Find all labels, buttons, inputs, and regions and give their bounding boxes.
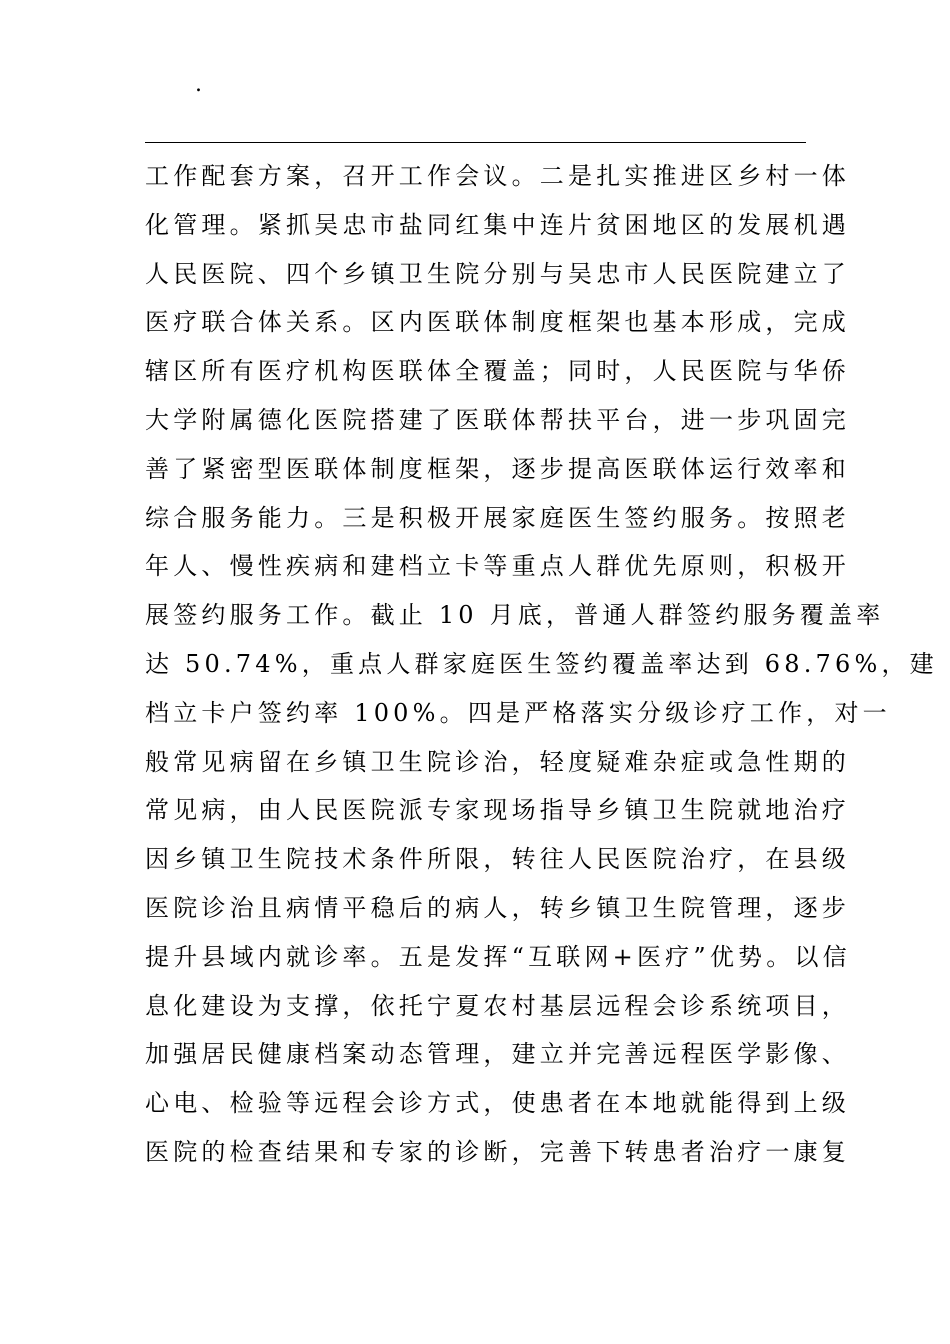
- text-line: 提升县域内就诊率。五是发挥“互联网+医疗”优势。以信: [145, 942, 851, 971]
- text-line: 常见病，由人民医院派专家现场指导乡镇卫生院就地治疗: [145, 796, 850, 825]
- text-line: 档立卡户签约率 100%。四是严格落实分级诊疗工作，对一: [145, 698, 891, 727]
- header-divider: [145, 142, 806, 143]
- text-line: 工作配套方案，召开工作会议。二是扎实推进区乡村一体: [145, 162, 850, 190]
- text-line: 因乡镇卫生院技术条件所限，转往人民医院治疗，在县级: [145, 845, 850, 874]
- text-line: 加强居民健康档案动态管理，建立并完善远程医学影像、: [145, 1040, 850, 1069]
- text-line: 息化建设为支撑，依托宁夏农村基层远程会诊系统项目，: [145, 991, 850, 1020]
- text-line: 人民医院、四个乡镇卫生院分别与吴忠市人民医院建立了: [145, 259, 850, 288]
- text-line: 达 50.74%，重点人群家庭医生签约覆盖率达到 68.76%，建: [145, 649, 938, 678]
- text-line: 化管理。紧抓吴忠市盐同红集中连片贫困地区的发展机遇: [145, 210, 850, 239]
- text-line: 年人、慢性疾病和建档立卡等重点人群优先原则，积极开: [145, 552, 850, 581]
- header-mark: .: [195, 72, 202, 97]
- text-line: 医疗联合体关系。区内医联体制度框架也基本形成，完成: [145, 308, 850, 337]
- text-line: 大学附属德化医院搭建了医联体帮扶平台，进一步巩固完: [145, 405, 850, 434]
- document-body: [145, 152, 938, 1177]
- text-line: 展签约服务工作。截止 10 月底，普通人群签约服务覆盖率: [145, 601, 885, 630]
- text-line: 善了紧密型医联体制度框架，逐步提高医联体运行效率和: [145, 454, 850, 483]
- text-line: 心电、检验等远程会诊方式，使患者在本地就能得到上级: [145, 1089, 850, 1118]
- text-line: 辖区所有医疗机构医联体全覆盖；同时，人民医院与华侨: [145, 357, 850, 386]
- text-line: 医院的检查结果和专家的诊断，完善下转患者治疗一康复: [145, 1137, 850, 1166]
- text-line: 综合服务能力。三是积极开展家庭医生签约服务。按照老: [145, 503, 850, 532]
- text-line: 般常见病留在乡镇卫生院诊治，轻度疑难杂症或急性期的: [145, 747, 850, 776]
- text-line: 医院诊治且病情平稳后的病人，转乡镇卫生院管理，逐步: [145, 893, 850, 922]
